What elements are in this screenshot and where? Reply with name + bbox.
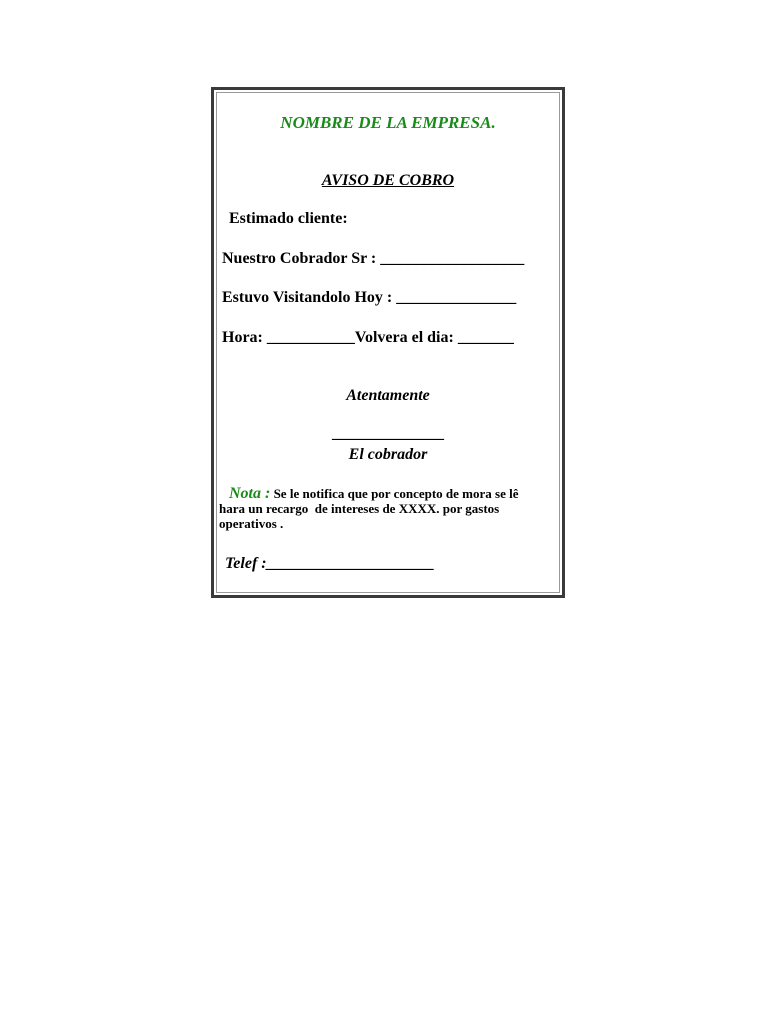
greeting: Estimado cliente: bbox=[229, 210, 348, 227]
note-first-line bbox=[219, 486, 555, 501]
note-text-line-1: Se le notifica que por concepto de mora se lê bbox=[273, 486, 519, 501]
collector-name-field: Nuestro Cobrador Sr : __________________ bbox=[222, 250, 525, 267]
collection-notice-card bbox=[211, 87, 565, 598]
signature-label: El cobrador bbox=[348, 446, 428, 463]
note-text-line-2: hara un recargo de intereses de XXXX. por gastos bbox=[219, 501, 500, 516]
phone-field: Telef :_____________________ bbox=[225, 555, 435, 572]
note-label: Nota : bbox=[229, 485, 271, 502]
note-block bbox=[219, 486, 555, 531]
closing-text: Atentamente bbox=[346, 387, 430, 404]
company-name: NOMBRE DE LA EMPRESA. bbox=[280, 113, 496, 132]
notice-title: AVISO DE COBRO bbox=[321, 172, 455, 189]
note-text-line-3: operativos . bbox=[219, 516, 284, 531]
signature-line: ______________ bbox=[332, 425, 444, 442]
visit-date-field: Estuvo Visitandolo Hoy : _______________ bbox=[222, 289, 517, 306]
time-and-return-field: Hora: ___________Volvera el dia: _______ bbox=[222, 329, 514, 346]
